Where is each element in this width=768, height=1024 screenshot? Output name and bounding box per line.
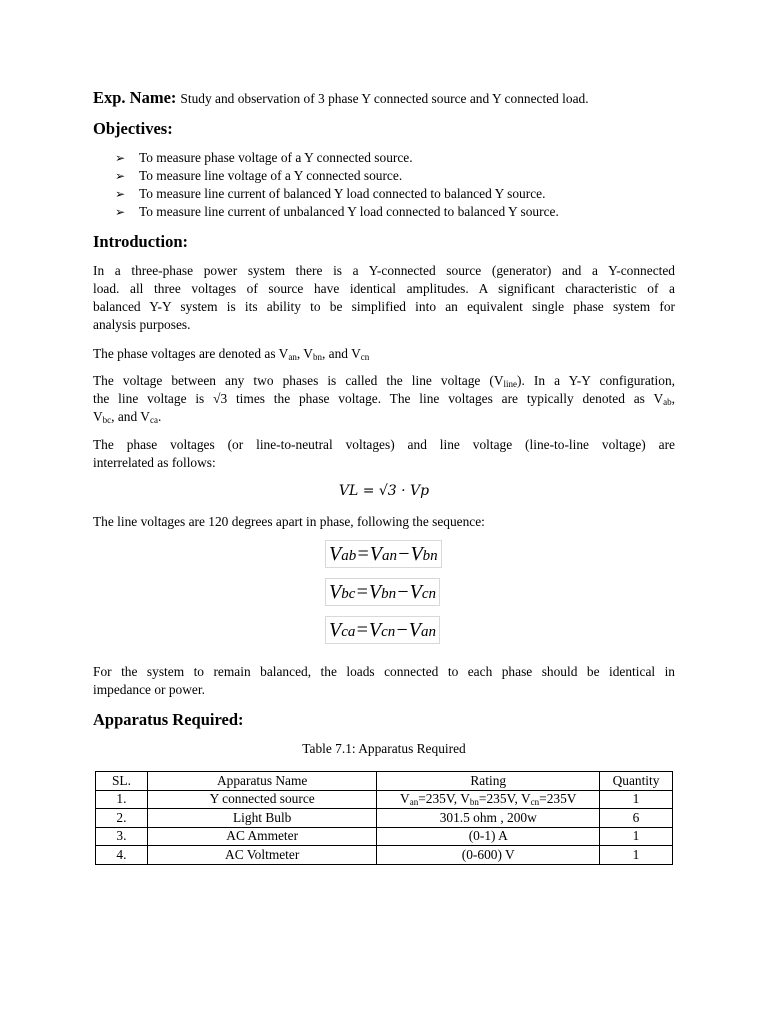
subscript: cn [421,586,436,602]
intro-paragraph-3 [93,372,675,426]
paragraph-line [93,390,675,408]
subscript: an [421,624,436,640]
subscript: ca [341,624,356,640]
bullet-arrow-icon: ➢ [115,169,126,183]
cell-quantity: 1 [600,846,673,865]
table-row [96,827,673,846]
symbol: = [355,619,369,641]
subscript: cn [530,797,540,808]
bullet-arrow-icon: ➢ [115,187,126,201]
text-span: The phase voltages are denoted as V [93,346,289,361]
symbol: V [368,619,382,641]
cell-rating: (0-600) V [377,846,600,865]
subscript: cn [381,624,396,640]
exp-name-line [93,88,589,108]
text-span: The voltage between any two phases is called the line voltage (V [93,373,504,388]
text-span: , and V [111,409,150,424]
text-span: , V [296,346,313,361]
subscript: cn [360,352,370,362]
subscript: an [409,797,419,808]
objectives-heading: Objectives: [93,119,173,138]
subscript: bn [312,352,322,362]
text-span: =235V, V [418,791,470,807]
objective-item [93,167,675,185]
cell-name: Light Bulb [147,809,377,828]
intro-paragraph-4 [93,436,675,472]
objective-text: To measure line current of unbalanced Y load connected to balanced Y source. [139,204,559,219]
objective-text: To measure phase voltage of a Y connected source. [139,150,413,165]
subscript: ab [341,548,357,564]
text-span: the line voltage is √3 times the phase voltage. The line voltages are typically denoted as V [93,391,664,406]
cell-rating [377,790,600,809]
subscript: bn [381,586,397,602]
text-span: . [157,409,162,424]
paragraph-line: impedance or power. [93,682,205,697]
cell-sl: 4. [96,846,148,865]
subscript: bn [469,797,479,808]
text-span: , [671,391,675,406]
cell-quantity: 1 [600,790,673,809]
column-header-sl: SL. [96,772,148,791]
cell-quantity: 6 [600,809,673,828]
text-span: ). In a Y-Y configuration, [517,373,675,388]
cell-quantity: 1 [600,827,673,846]
exp-name-label: Exp. Name: [93,88,177,107]
symbol: − [395,619,409,641]
symbol: V [369,543,382,565]
symbol: − [396,543,411,565]
bullet-arrow-icon: ➢ [115,151,126,165]
line-phase-formula: VL = √3 · Vp [338,483,430,499]
cell-rating: 301.5 ohm , 200w [377,809,600,828]
table-row [96,790,673,809]
apparatus-heading: Apparatus Required: [93,710,244,729]
symbol: = [356,543,370,565]
objective-text: To measure line voltage of a Y connected source. [139,168,403,183]
subscript: bc [341,586,356,602]
table-caption: Table 7.1: Apparatus Required [302,741,466,756]
subscript: ca [149,415,158,425]
cell-sl: 3. [96,827,148,846]
symbol: V [409,581,422,603]
paragraph-line: The phase voltages (or line-to-neutral voltages) and line voltage (line-to-line voltage) are [93,437,675,452]
text-span: , and V [321,346,361,361]
subscript: an [288,352,297,362]
cell-sl: 1. [96,790,148,809]
paragraph-line: In a three-phase power system there is a Y-connected source (generator) and a Y-connected [93,263,675,278]
intro-paragraph-1 [93,262,675,334]
column-header-quantity: Quantity [600,772,673,791]
column-header-rating: Rating [377,772,600,791]
paragraph-line: analysis purposes. [93,317,191,332]
table-row [96,846,673,865]
intro-paragraph-2 [93,345,369,363]
introduction-heading: Introduction: [93,232,189,251]
subscript: bc [102,415,112,425]
equation-vca [325,616,440,644]
objective-item [93,149,675,167]
paragraph-line [93,372,675,390]
cell-name: AC Ammeter [147,827,377,846]
cell-rating: (0-1) A [377,827,600,846]
paragraph-line: interrelated as follows: [93,455,216,470]
objective-item [93,185,675,203]
subscript: an [381,548,397,564]
cell-name: AC Voltmeter [147,846,377,865]
cell-sl: 2. [96,809,148,828]
bullet-arrow-icon: ➢ [115,205,126,219]
intro-paragraph-6 [93,663,675,699]
symbol: V [329,543,342,565]
exp-name-text: Study and observation of 3 phase Y connected source and Y connected load. [180,91,589,106]
symbol: − [396,581,410,603]
symbol: V [329,619,342,641]
text-span: V [400,791,410,807]
cell-name: Y connected source [147,790,377,809]
paragraph-line [93,408,675,426]
symbol: V [329,581,342,603]
equation-vbc [325,578,440,606]
equation-vab [325,540,442,568]
symbol: V [408,619,421,641]
paragraph-line: balanced Y-Y system is its ability to be simplified into an equivalent single phase system for [93,299,675,314]
text-span: =235V, V [478,791,531,807]
apparatus-table [95,771,673,865]
table-header-row [96,772,673,791]
subscript: bn [422,548,438,564]
objective-item [93,203,675,221]
symbol: V [368,581,382,603]
symbol: V [410,543,423,565]
subscript: ab [663,397,672,407]
text-span: =235V [539,791,577,807]
symbol: = [355,581,369,603]
table-row [96,809,673,828]
subscript: line [503,379,518,389]
objective-text: To measure line current of balanced Y load connected to balanced Y source. [139,186,546,201]
text-span: V [93,409,103,424]
column-header-name: Apparatus Name [147,772,377,791]
paragraph-line: load. all three voltages of source have identical amplitudes. A significant characteristic of a [93,281,675,296]
intro-paragraph-5: The line voltages are 120 degrees apart in phase, following the sequence: [93,514,485,529]
paragraph-line: For the system to remain balanced, the loads connected to each phase should be identical in [93,664,675,679]
